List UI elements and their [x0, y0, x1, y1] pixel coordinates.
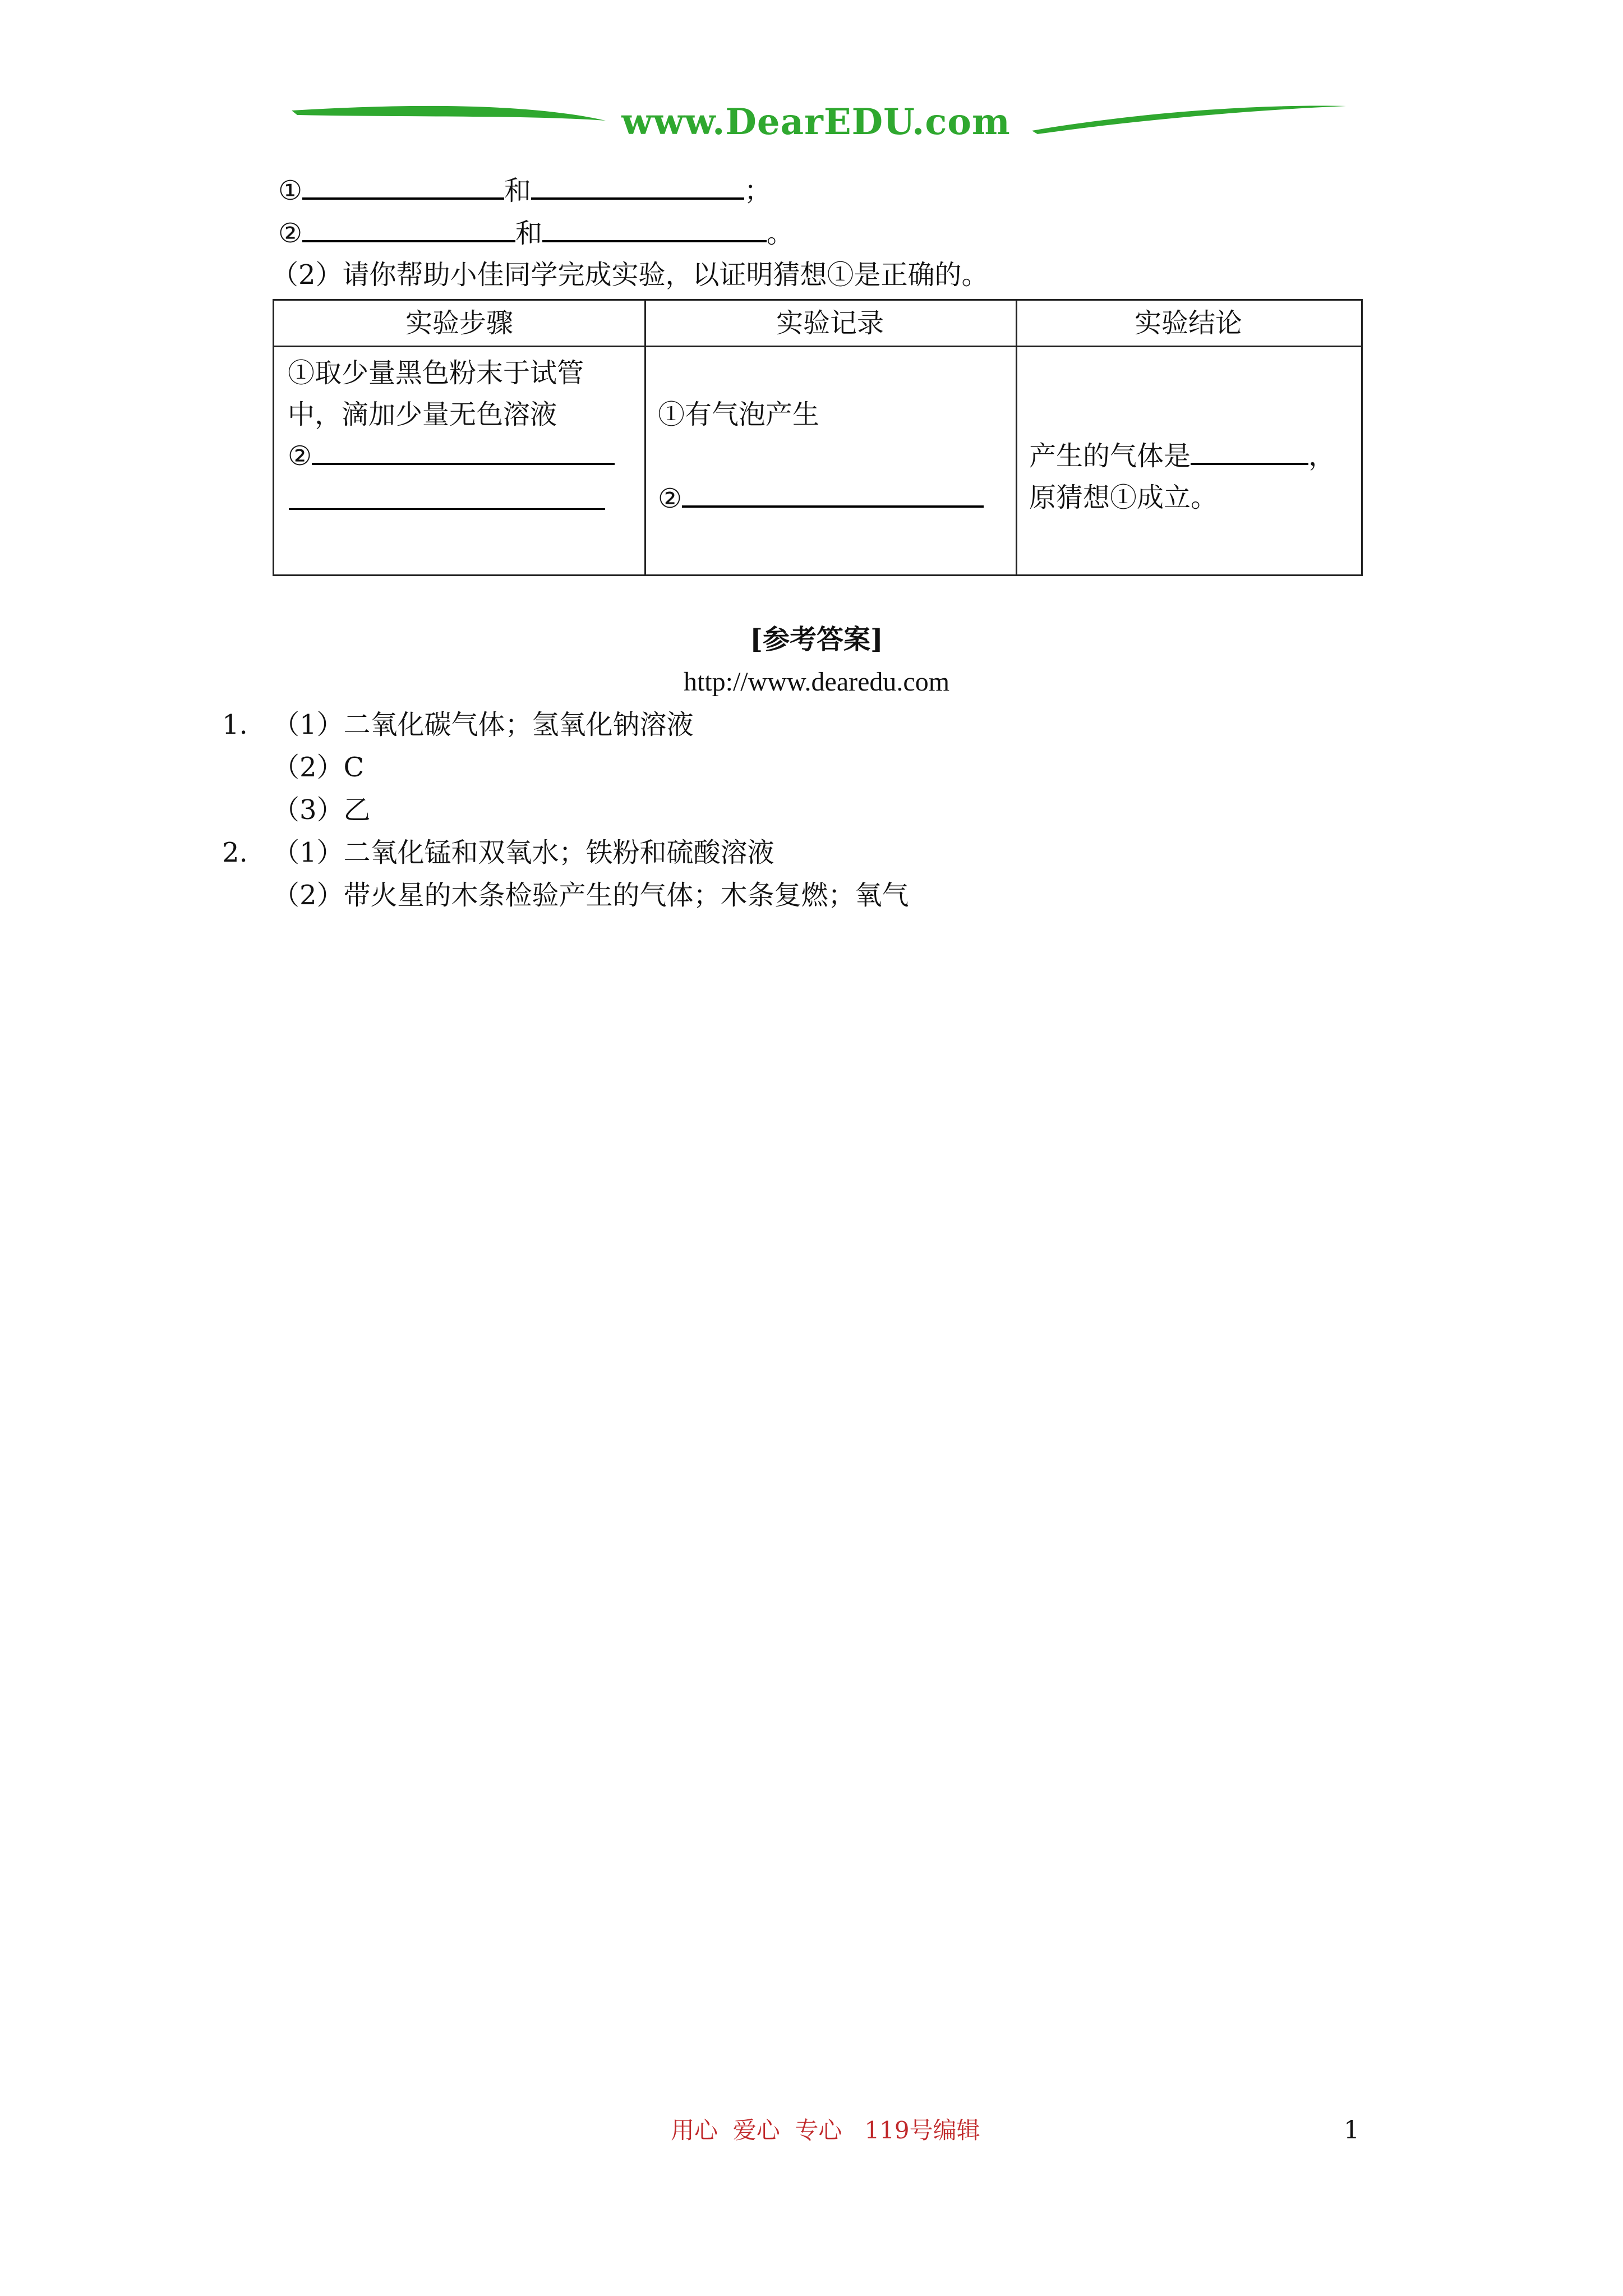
answer-2-part-2: （2）带火星的木条检验产生的气体；木条复燃；氧气 — [273, 880, 909, 911]
joiner-and: 和 — [504, 175, 532, 206]
conclusion-line-1: 产生的气体是 ， — [1029, 435, 1335, 477]
blank-line-1: ① 和 ； — [278, 173, 771, 208]
header-steps: 实验步骤 — [405, 307, 513, 339]
blank-line-2: ② 和 。 — [278, 215, 794, 250]
answer-url[interactable]: http://www.dearedu.com — [683, 667, 950, 697]
experiment-table — [273, 299, 1363, 576]
answer-heading: [参考答案] — [750, 624, 883, 655]
answer-1-part-2: （2）C — [273, 752, 365, 783]
right-swoosh — [1032, 105, 1346, 134]
header-records: 实验记录 — [776, 307, 884, 339]
answer-1-part-3: （3）乙 — [273, 794, 371, 826]
circle-1-marker: ① — [278, 175, 303, 206]
record-line-2: ② — [658, 478, 984, 519]
footer-text: 用心 爱心 专心 119号编辑 — [671, 2116, 980, 2144]
circle-2-marker: ② — [278, 218, 303, 249]
answer-2-part-1: （1）二氧化锰和双氧水；铁粉和硫酸溶液 — [273, 837, 774, 868]
answer-2-number: 2. — [222, 837, 248, 868]
answer-1-number: 1. — [222, 709, 248, 740]
step-blank-line — [289, 508, 605, 510]
record-line-1: ①有气泡产生 — [658, 399, 820, 430]
part2-prompt: （2）请你帮助小佳同学完成实验，以证明猜想①是正确的。 — [271, 259, 989, 291]
step-line-1: ①取少量黑色粉末于试管 — [288, 357, 584, 389]
conclusion-line-2: 原猜想①成立。 — [1029, 482, 1218, 513]
joiner-and: 和 — [515, 218, 543, 249]
header-conclusion: 实验结论 — [1134, 307, 1242, 339]
left-swoosh — [292, 106, 606, 121]
page-number: 1 — [1344, 2116, 1359, 2145]
answer-1-part-1: （1）二氧化碳气体；氢氧化钠溶液 — [273, 709, 694, 740]
step-line-2: 中，滴加少量无色溶液 — [288, 399, 557, 430]
site-logo: www.DearEDU.com — [621, 101, 1011, 143]
step-line-3: ② — [288, 435, 615, 477]
